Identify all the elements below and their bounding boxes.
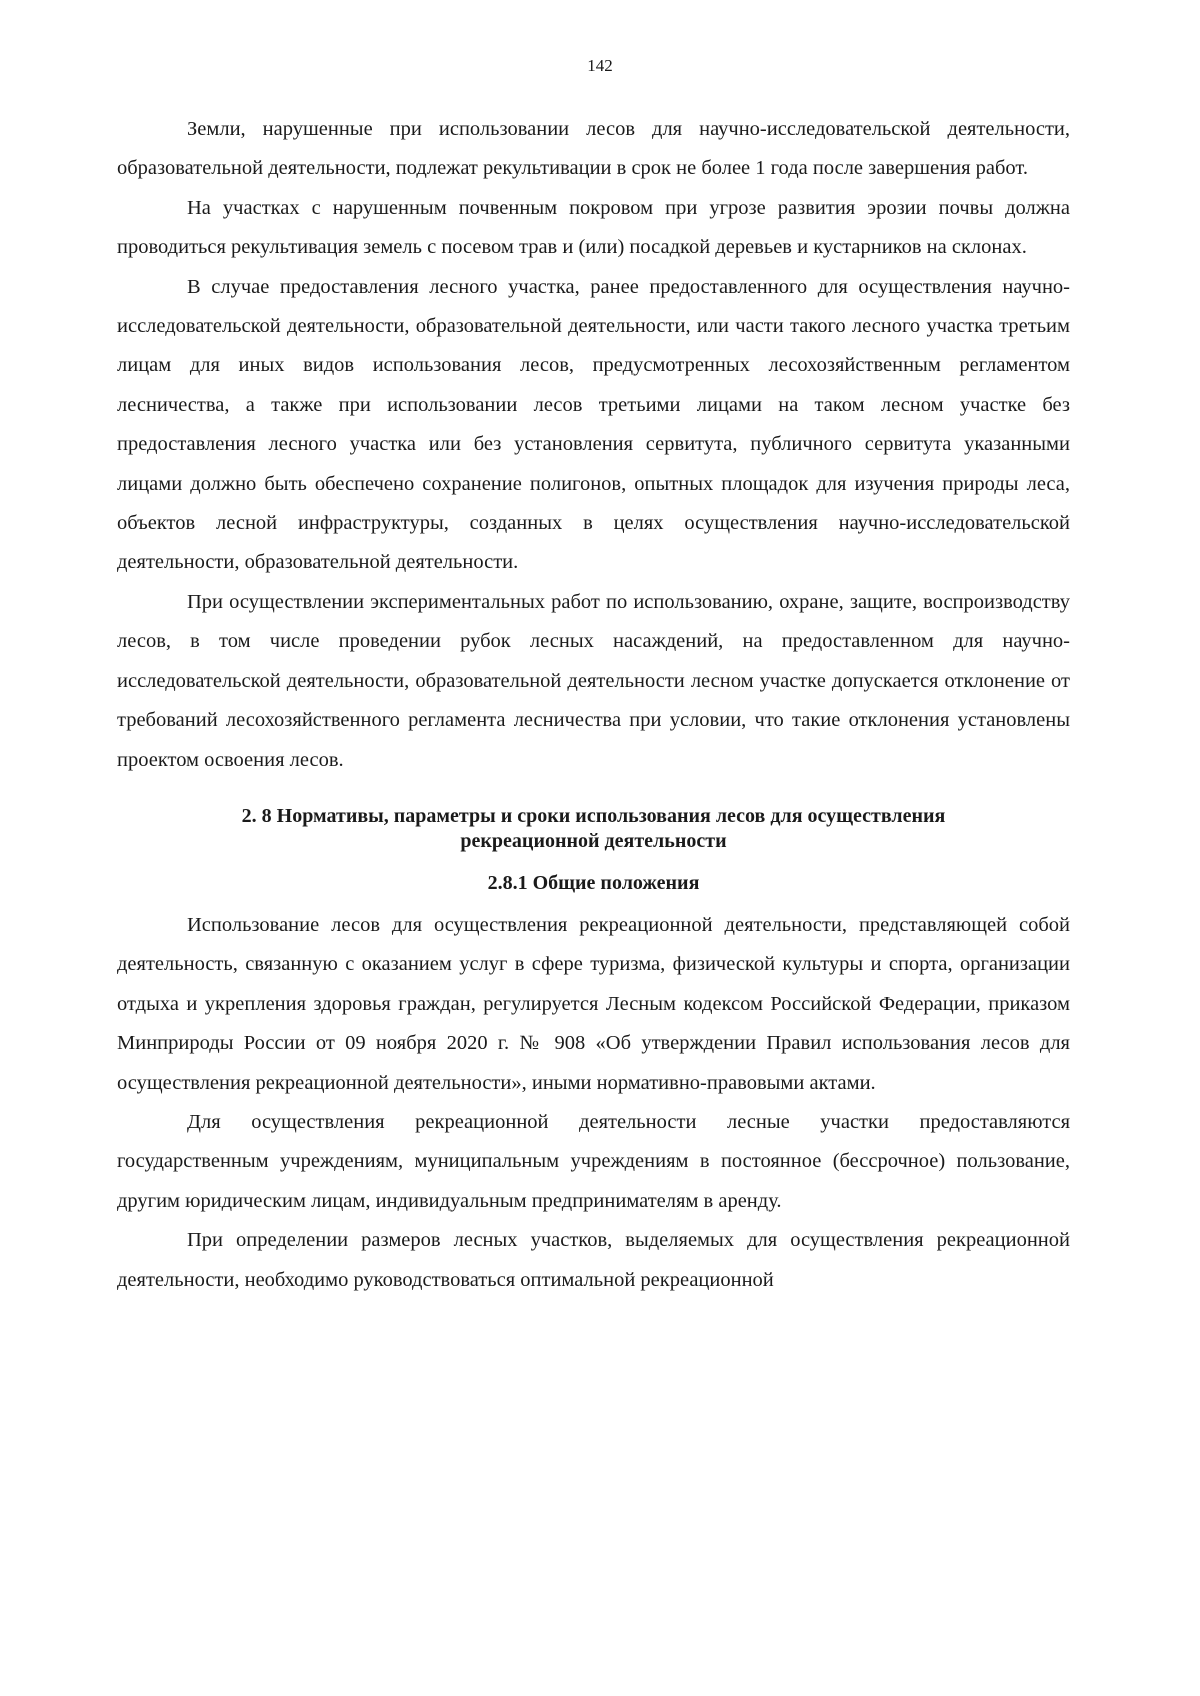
paragraph-land-provision: Для осуществления рекреационной деятельности лесные участки предоставляются государственным учреждениям, муниципальным учреждениям в постоянное (бессрочное) пользование, другим юридическим лицам, индивидуальным предпринимателям в аренду. [117, 1110, 1070, 1212]
section-heading [117, 804, 1070, 854]
paragraph-experimental-works: При осуществлении экспериментальных работ по использованию, охране, защите, воспроизводству лесов, в том числе проведении рубок лесных насаждений, на предоставленном для научно-исследовательской деятельности, образовательной деятельности лесном участке допускается отклонение от требований лесохозяйственного регламента лесничества при условии, что такие отклонения установлены проектом освоения лесов. [117, 590, 1070, 771]
section-heading-line-1: 2. 8 Нормативы, параметры и сроки использования лесов для осуществления [241, 804, 946, 827]
subsection-heading: 2.8.1 Общие положения [487, 871, 700, 894]
paragraph-recreation-regulation: Использование лесов для осуществления рекреационной деятельности, представляющей собой деятельность, связанную с оказанием услуг в сфере туризма, физической культуры и спорта, организации отдыха и укрепления здоровья граждан, регулируется Лесным кодексом Российской Федерации, приказом Минприроды России от 09 ноября 2020 г. № 908 «Об утверждении Правил использования лесов для осуществления рекреационной деятельности», иными нормативно-правовыми актами. [117, 913, 1070, 1094]
section-heading-line-2: рекреационной деятельности [460, 829, 727, 852]
paragraph-third-parties: В случае предоставления лесного участка, ранее предоставленного для осуществления научно-исследовательской деятельности, образовательной деятельности, или части такого лесного участка третьим лицам для иных видов использования лесов, предусмотренных лесохозяйственным регламентом лесничества, а также при использовании лесов третьими лицами на таком лесном участке без предоставления лесного участка или без установления сервитута, публичного сервитута указанными лицами должно быть обеспечено сохранение полигонов, опытных площадок для изучения природы леса, объектов лесной инфраструктуры, созданных в целях осуществления научно-исследовательской деятельности, образовательной деятельности. [117, 275, 1070, 574]
paragraph-soil-erosion: На участках с нарушенным почвенным покровом при угрозе развития эрозии почвы должна проводиться рекультивация земель с посевом трав и (или) посадкой деревьев и кустарников на склонах. [117, 196, 1070, 259]
paragraph-land-size: При определении размеров лесных участков, выделяемых для осуществления рекреационной деятельности, необходимо руководствоваться оптимальной рекреационной [117, 1229, 1070, 1291]
page-number: 142 [587, 56, 613, 75]
paragraph-disturbed-lands: Земли, нарушенные при использовании лесов для научно-исследовательской деятельности, образовательной деятельности, подлежат рекультивации в срок не более 1 года после завершения работ. [117, 118, 1070, 180]
page-content [117, 110, 1070, 1300]
